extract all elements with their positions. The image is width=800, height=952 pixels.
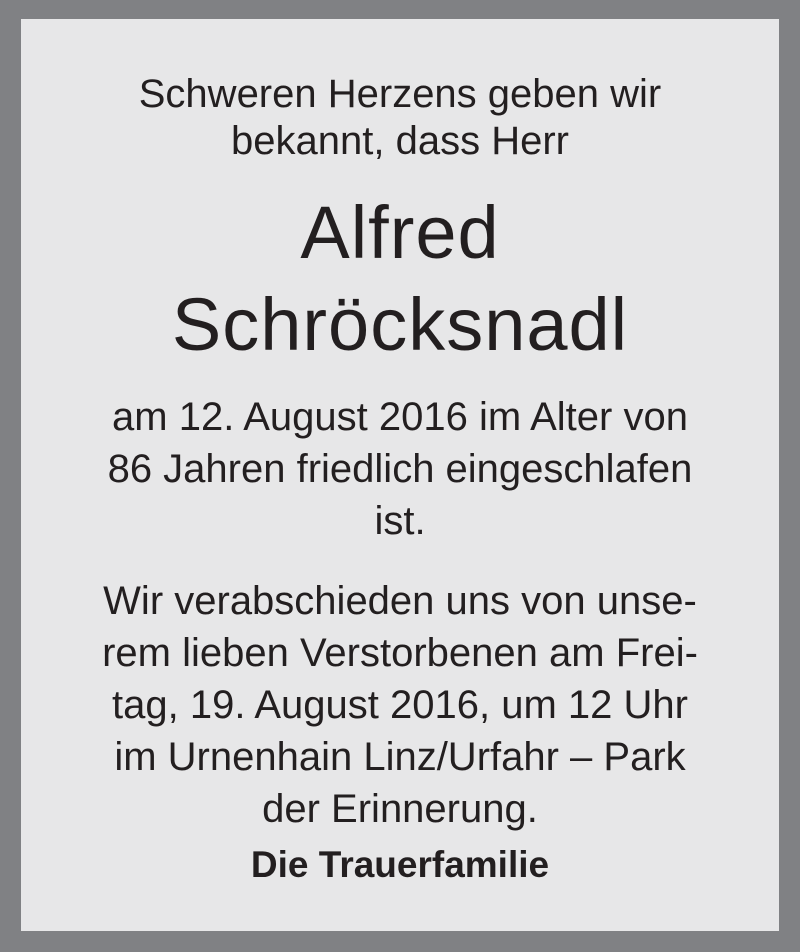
farewell-line-2: rem lieben Verstorbenen am Frei-	[102, 631, 698, 675]
death-line-1: am 12. August 2016 im Alter von	[112, 395, 688, 439]
death-notice	[21, 19, 779, 931]
farewell-line-5: der Erinnerung.	[262, 787, 538, 831]
death-line-3: ist.	[374, 499, 426, 543]
intro-line-2: bekannt, dass Herr	[231, 119, 569, 163]
family-signature: Die Trauerfamilie	[250, 844, 550, 885]
farewell-line-4: im Urnenhain Linz/Urfahr – Park	[114, 735, 686, 779]
deceased-name	[21, 187, 779, 371]
farewell-details	[21, 575, 779, 835]
death-line-2: 86 Jahren friedlich eingeschlafen	[107, 447, 693, 491]
farewell-line-1: Wir verabschieden uns von unse-	[103, 579, 697, 623]
farewell-line-3: tag, 19. August 2016, um 12 Uhr	[112, 683, 688, 727]
last-name: Schröcksnadl	[171, 283, 629, 366]
death-details	[21, 391, 779, 547]
intro-text	[21, 71, 779, 165]
first-name: Alfred	[300, 191, 500, 274]
intro-line-1: Schweren Herzens geben wir	[138, 72, 662, 116]
